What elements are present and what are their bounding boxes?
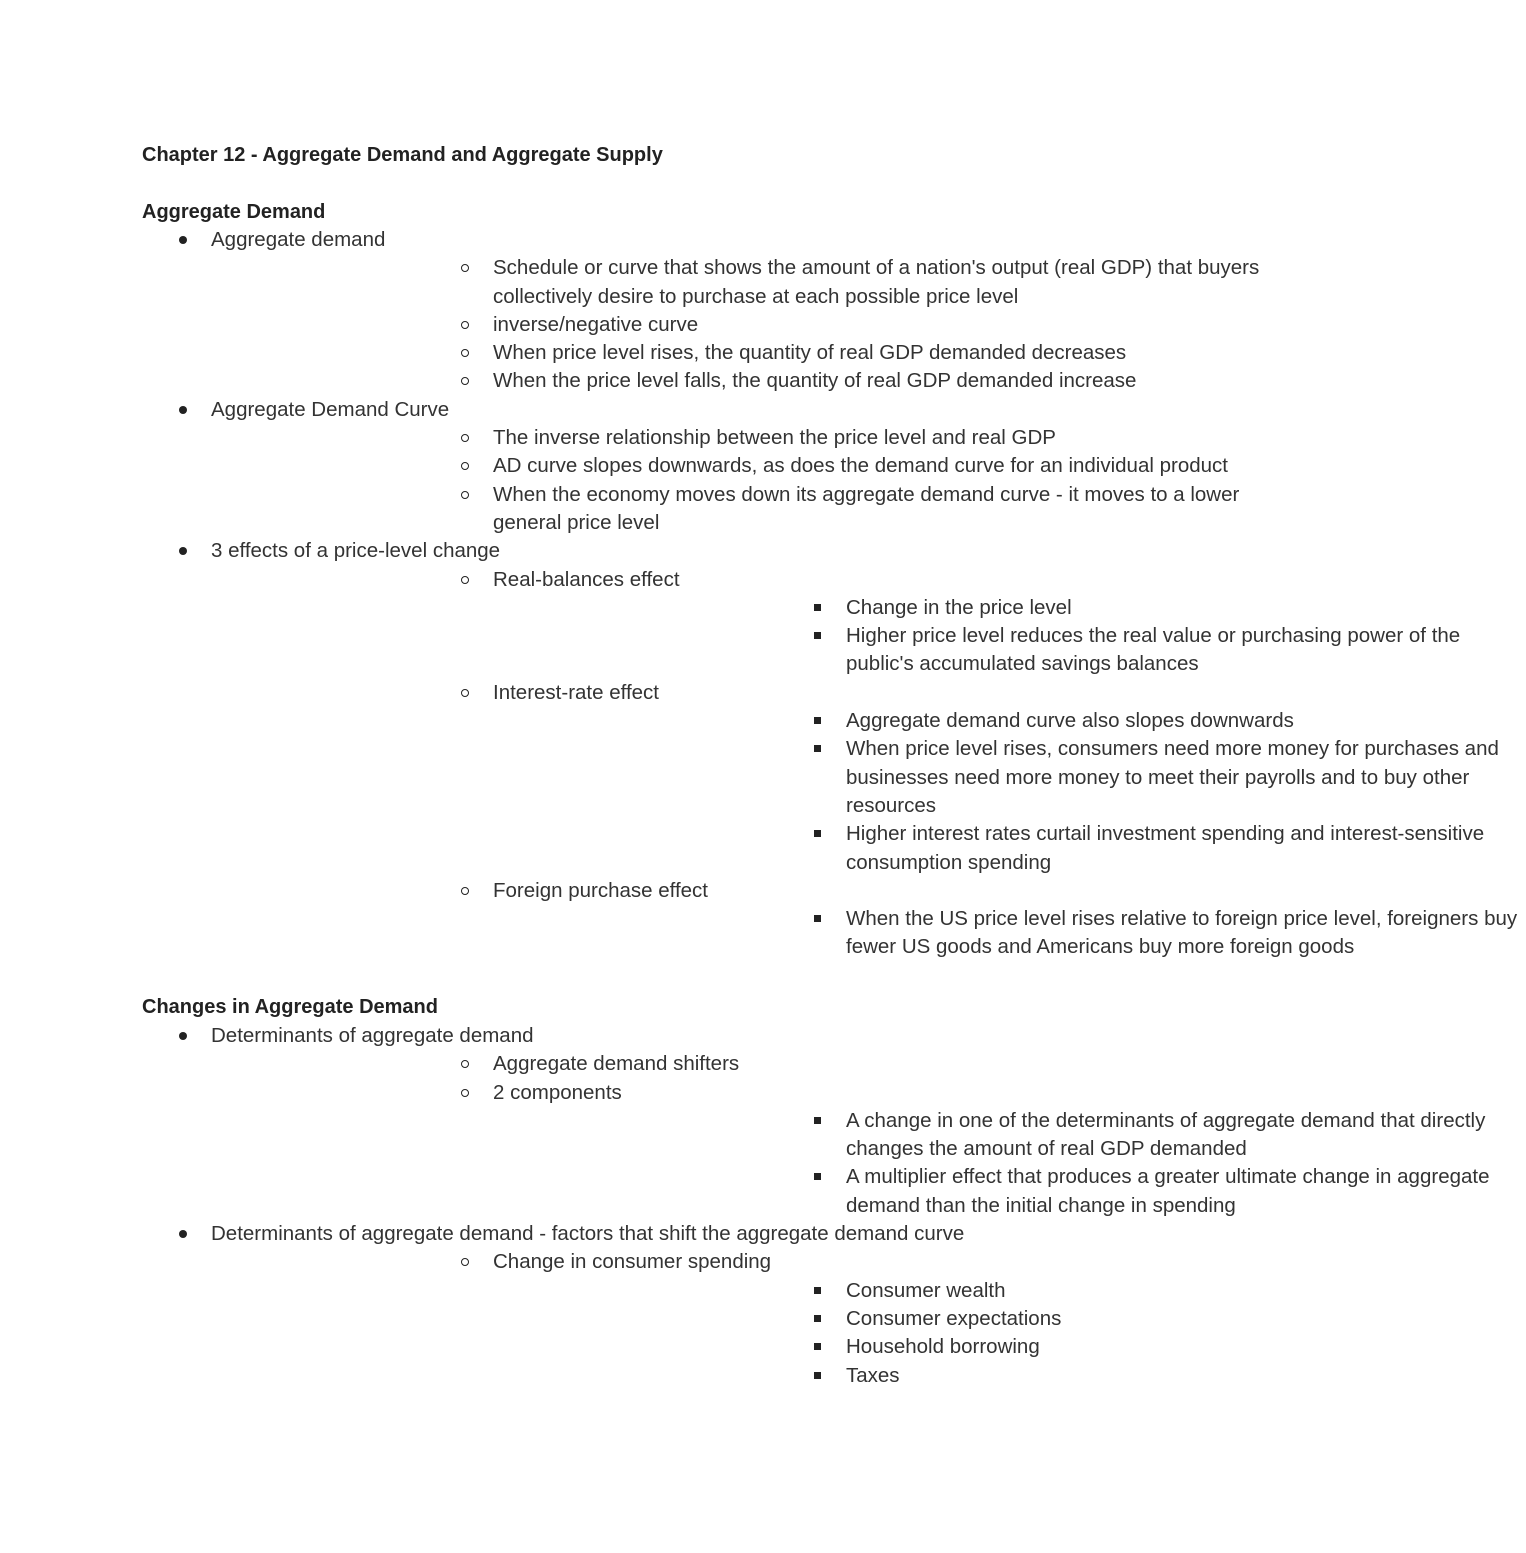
sub-list (493, 1277, 1283, 1390)
list-item (493, 1362, 1526, 1390)
bullet-circle-icon (456, 566, 476, 594)
bullet-square-icon (808, 735, 828, 763)
bullet-square-icon (808, 1362, 828, 1390)
list-item (493, 622, 1526, 679)
list-item-text: 3 effects of a price-level change (211, 539, 501, 563)
bullet-square-icon (808, 707, 828, 735)
list-item-text: Determinants of aggregate demand (211, 1024, 534, 1047)
list-item-text: Taxes (846, 1363, 900, 1387)
bullet-circle-icon (456, 424, 476, 452)
sub-list (211, 1050, 1490, 1220)
bullet-dot-icon (174, 1022, 194, 1050)
list-item (211, 481, 1283, 538)
bullet-square-icon (808, 622, 828, 650)
bullet-dot-icon (174, 396, 194, 424)
sub-list (211, 424, 1240, 537)
list-item-text: A change in one of the determinants of aggregate demand that directly changes the amount of real GDP demanded (846, 1108, 1486, 1161)
aggregate-demand-list (0, 226, 1518, 962)
bullet-dot-icon (174, 1220, 194, 1248)
sub-list (493, 707, 1499, 877)
bullet-circle-icon (456, 679, 476, 707)
list-item-text: Consumer expectations (846, 1306, 1062, 1330)
list-item (493, 707, 1526, 735)
bullet-square-icon (808, 1305, 828, 1333)
list-item-text: Aggregate demand shifters (493, 1052, 740, 1076)
list-item-text: When the US price level rises relative to foreign price level, foreigners buy fewer US goods and Americans buy more foreign goods (846, 907, 1518, 959)
list-item (0, 537, 1518, 961)
list-item-text: Interest-rate effect (493, 680, 659, 704)
list-item (211, 1050, 1283, 1078)
bullet-circle-icon (456, 481, 476, 509)
list-item-text: inverse/negative curve (493, 312, 699, 336)
bullet-circle-icon (456, 1050, 476, 1078)
bullet-square-icon (808, 1333, 828, 1361)
list-item (211, 679, 1499, 877)
list-item (0, 226, 1260, 396)
list-item-text: The inverse relationship between the price level and real GDP (493, 426, 1056, 450)
list-item-text: Change in the price level (846, 595, 1072, 619)
list-item (493, 1333, 1526, 1361)
changes-in-aggregate-demand-list (0, 1022, 1490, 1390)
bullet-dot-icon (174, 537, 194, 565)
list-item-text: Higher price level reduces the real value or purchasing power of the public's accumulated savings balances (846, 624, 1461, 676)
list-item (211, 1079, 1490, 1220)
sub-list (211, 254, 1260, 395)
list-item-text: Aggregate demand (211, 228, 386, 251)
section-heading-changes-in-aggregate-demand: Changes in Aggregate Demand (142, 996, 438, 1018)
bullet-circle-icon (456, 311, 476, 339)
list-item-text: A multiplier effect that produces a greater ultimate change in aggregate demand than the initial change in spending (846, 1165, 1490, 1217)
bullet-square-icon (808, 1163, 828, 1191)
list-item (211, 311, 1283, 339)
sub-list (211, 1248, 1060, 1389)
list-item-text: Household borrowing (846, 1335, 1040, 1359)
bullet-square-icon (808, 820, 828, 848)
list-item-text: Higher interest rates curtail investment spending and interest-sensitive consumption spending (846, 822, 1485, 874)
list-item (211, 1248, 1283, 1389)
list-item (0, 396, 1240, 537)
list-item (0, 1220, 1060, 1390)
sub-list (493, 905, 1518, 962)
list-item-text: When price level rises, consumers need more money for purchases and businesses need more money to meet their payrolls and to buy other resources (846, 737, 1499, 817)
bullet-square-icon (808, 905, 828, 933)
list-item (493, 594, 1526, 622)
list-item (493, 820, 1526, 877)
bullet-dot-icon (174, 226, 194, 254)
list-item (493, 905, 1526, 962)
list-item (0, 1022, 1490, 1220)
list-item-text: Aggregate demand curve also slopes downwards (846, 709, 1294, 733)
list-item-text: Determinants of aggregate demand - factors that shift the aggregate demand curve (211, 1222, 965, 1246)
bullet-circle-icon (456, 254, 476, 282)
bullet-circle-icon (456, 1248, 476, 1276)
sub-list (211, 566, 1518, 962)
bullet-circle-icon (456, 877, 476, 905)
list-item-text: 2 components (493, 1080, 622, 1104)
document-title: Chapter 12 - Aggregate Demand and Aggregate Supply (142, 144, 663, 166)
bullet-circle-icon (456, 452, 476, 480)
list-item (493, 1305, 1526, 1333)
list-item-text: Aggregate Demand Curve (211, 397, 450, 421)
bullet-circle-icon (456, 1079, 476, 1107)
bullet-circle-icon (456, 339, 476, 367)
list-item-text: Change in consumer spending (493, 1250, 772, 1274)
list-item-text: When price level rises, the quantity of real GDP demanded decreases (493, 341, 1127, 365)
list-item (211, 452, 1283, 480)
list-item (493, 735, 1526, 820)
list-item (211, 424, 1283, 452)
list-item-text: When the economy moves down its aggregate demand curve - it moves to a lower general price level (493, 482, 1240, 534)
sub-list (493, 594, 1461, 679)
list-item (493, 1277, 1526, 1305)
list-item (493, 1107, 1526, 1164)
list-item-text: AD curve slopes downwards, as does the demand curve for an individual product (493, 454, 1228, 478)
bullet-square-icon (808, 594, 828, 622)
section-heading-aggregate-demand: Aggregate Demand (142, 201, 326, 223)
list-item (211, 566, 1461, 679)
bullet-square-icon (808, 1107, 828, 1135)
list-item (493, 1163, 1526, 1220)
bullet-square-icon (808, 1277, 828, 1305)
list-item-text: When the price level falls, the quantity of real GDP demanded increase (493, 369, 1137, 393)
list-item (211, 254, 1283, 311)
list-item (211, 367, 1283, 395)
list-item-text: Foreign purchase effect (493, 878, 708, 902)
list-item (211, 877, 1518, 962)
list-item-text: Consumer wealth (846, 1278, 1006, 1302)
list-item (211, 339, 1283, 367)
list-item-text: Real-balances effect (493, 567, 680, 591)
bullet-circle-icon (456, 367, 476, 395)
sub-list (493, 1107, 1490, 1220)
list-item-text: Schedule or curve that shows the amount of a nation's output (real GDP) that buyers collectively desire to purchase at each possible price level (493, 256, 1260, 308)
